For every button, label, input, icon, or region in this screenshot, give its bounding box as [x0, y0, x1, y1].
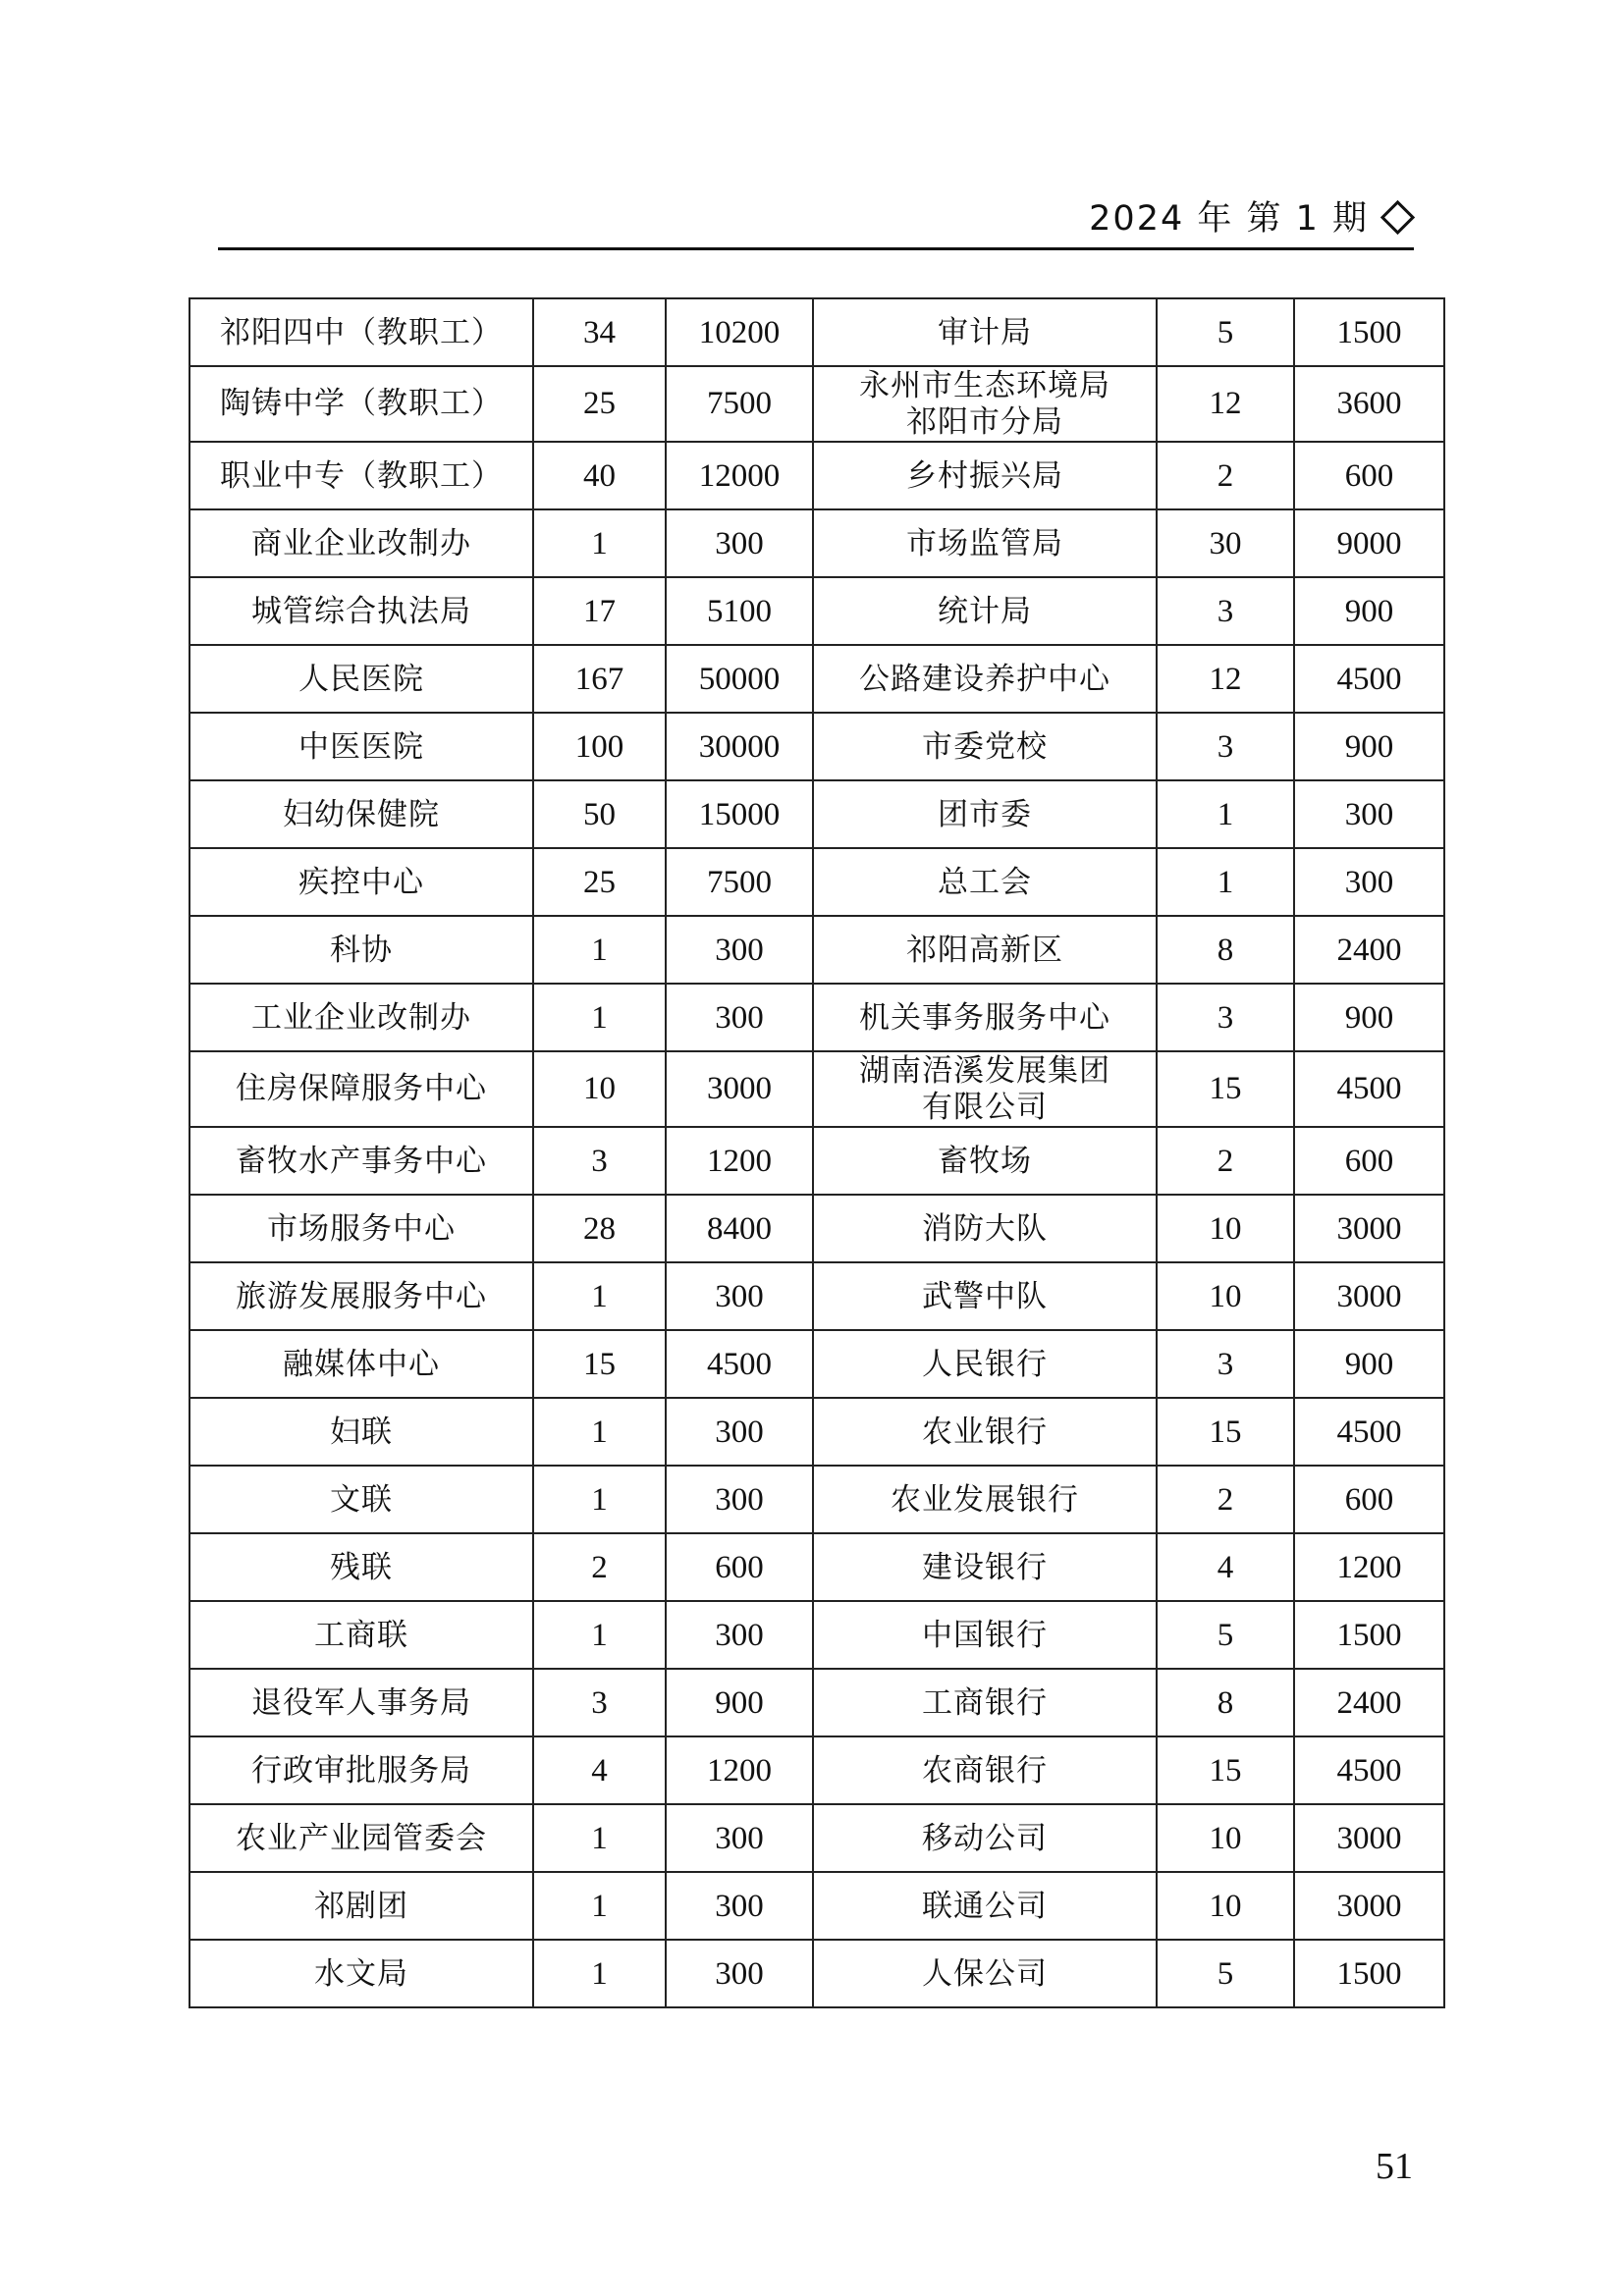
right-amount-cell: 3600	[1294, 366, 1444, 442]
left-count-cell: 1	[533, 1398, 666, 1466]
header-divider	[218, 247, 1414, 250]
right-amount-cell: 1500	[1294, 1940, 1444, 2007]
right-unit-cell: 总工会	[813, 848, 1157, 916]
right-count-cell: 15	[1157, 1736, 1294, 1804]
right-amount-cell: 3000	[1294, 1195, 1444, 1262]
right-amount-cell: 900	[1294, 1330, 1444, 1398]
left-count-cell: 10	[533, 1051, 666, 1127]
left-unit-cell: 中医医院	[189, 713, 533, 780]
table-row	[189, 1127, 1444, 1195]
right-unit-cell: 公路建设养护中心	[813, 645, 1157, 713]
left-count-cell: 1	[533, 1466, 666, 1533]
right-count-cell: 3	[1157, 1330, 1294, 1398]
left-count-cell: 1	[533, 1804, 666, 1872]
right-count-cell: 5	[1157, 1601, 1294, 1669]
table-row	[189, 1601, 1444, 1669]
left-count-cell: 15	[533, 1330, 666, 1398]
left-amount-cell: 600	[666, 1533, 813, 1601]
left-unit-cell: 残联	[189, 1533, 533, 1601]
right-amount-cell: 4500	[1294, 645, 1444, 713]
right-amount-cell: 600	[1294, 442, 1444, 509]
table-row	[189, 1466, 1444, 1533]
right-amount-cell: 300	[1294, 780, 1444, 848]
left-unit-cell: 职业中专（教职工）	[189, 442, 533, 509]
left-count-cell: 1	[533, 509, 666, 577]
right-count-cell: 1	[1157, 848, 1294, 916]
right-unit-cell: 统计局	[813, 577, 1157, 645]
right-unit-cell: 乡村振兴局	[813, 442, 1157, 509]
left-count-cell: 167	[533, 645, 666, 713]
left-amount-cell: 1200	[666, 1127, 813, 1195]
left-amount-cell: 300	[666, 1804, 813, 1872]
right-amount-cell: 1500	[1294, 298, 1444, 366]
left-unit-cell: 融媒体中心	[189, 1330, 533, 1398]
right-count-cell: 8	[1157, 916, 1294, 984]
right-count-cell: 10	[1157, 1195, 1294, 1262]
table-row	[189, 1940, 1444, 2007]
left-amount-cell: 300	[666, 984, 813, 1051]
left-amount-cell: 300	[666, 1940, 813, 2007]
table-row	[189, 780, 1444, 848]
left-amount-cell: 1200	[666, 1736, 813, 1804]
left-unit-cell: 文联	[189, 1466, 533, 1533]
table-row	[189, 1398, 1444, 1466]
right-amount-cell: 1500	[1294, 1601, 1444, 1669]
right-amount-cell: 1200	[1294, 1533, 1444, 1601]
left-count-cell: 1	[533, 1601, 666, 1669]
left-count-cell: 3	[533, 1669, 666, 1736]
left-amount-cell: 300	[666, 1601, 813, 1669]
left-unit-cell: 市场服务中心	[189, 1195, 533, 1262]
right-unit-cell: 农商银行	[813, 1736, 1157, 1804]
left-amount-cell: 300	[666, 1262, 813, 1330]
right-amount-cell: 3000	[1294, 1872, 1444, 1940]
right-count-cell: 10	[1157, 1262, 1294, 1330]
right-unit-cell: 祁阳高新区	[813, 916, 1157, 984]
table-row	[189, 1051, 1444, 1127]
right-amount-cell: 2400	[1294, 916, 1444, 984]
left-count-cell: 34	[533, 298, 666, 366]
left-amount-cell: 4500	[666, 1330, 813, 1398]
left-unit-cell: 工业企业改制办	[189, 984, 533, 1051]
page-header	[218, 191, 1414, 246]
left-count-cell: 1	[533, 1940, 666, 2007]
right-unit-cell: 市委党校	[813, 713, 1157, 780]
right-amount-cell: 4500	[1294, 1736, 1444, 1804]
table-row	[189, 1804, 1444, 1872]
issue-label: 2024 年 第 1 期	[1089, 199, 1369, 239]
right-count-cell: 1	[1157, 780, 1294, 848]
left-unit-cell: 妇联	[189, 1398, 533, 1466]
table-row	[189, 713, 1444, 780]
right-unit-cell: 农业发展银行	[813, 1466, 1157, 1533]
left-unit-cell: 人民医院	[189, 645, 533, 713]
left-unit-cell: 城管综合执法局	[189, 577, 533, 645]
right-count-cell: 15	[1157, 1398, 1294, 1466]
right-count-cell: 2	[1157, 1466, 1294, 1533]
right-count-cell: 12	[1157, 366, 1294, 442]
left-count-cell: 50	[533, 780, 666, 848]
table-row	[189, 1262, 1444, 1330]
right-unit-cell: 永州市生态环境局 祁阳市分局	[813, 366, 1157, 442]
left-unit-cell: 祁剧团	[189, 1872, 533, 1940]
right-count-cell: 5	[1157, 298, 1294, 366]
table-row	[189, 984, 1444, 1051]
left-count-cell: 25	[533, 366, 666, 442]
left-count-cell: 100	[533, 713, 666, 780]
left-amount-cell: 7500	[666, 366, 813, 442]
table-row	[189, 848, 1444, 916]
table-body	[189, 298, 1444, 2007]
right-unit-cell: 团市委	[813, 780, 1157, 848]
left-amount-cell: 300	[666, 1398, 813, 1466]
left-amount-cell: 15000	[666, 780, 813, 848]
left-unit-cell: 陶铸中学（教职工）	[189, 366, 533, 442]
right-count-cell: 3	[1157, 577, 1294, 645]
left-count-cell: 2	[533, 1533, 666, 1601]
right-count-cell: 3	[1157, 713, 1294, 780]
right-count-cell: 10	[1157, 1804, 1294, 1872]
right-amount-cell: 900	[1294, 713, 1444, 780]
diamond-outline-icon	[1380, 200, 1415, 235]
left-amount-cell: 10200	[666, 298, 813, 366]
right-amount-cell: 4500	[1294, 1051, 1444, 1127]
right-unit-cell: 湖南浯溪发展集团 有限公司	[813, 1051, 1157, 1127]
left-unit-cell: 旅游发展服务中心	[189, 1262, 533, 1330]
left-count-cell: 40	[533, 442, 666, 509]
right-unit-cell: 中国银行	[813, 1601, 1157, 1669]
right-count-cell: 8	[1157, 1669, 1294, 1736]
left-amount-cell: 3000	[666, 1051, 813, 1127]
right-count-cell: 2	[1157, 1127, 1294, 1195]
right-amount-cell: 900	[1294, 984, 1444, 1051]
left-unit-cell: 科协	[189, 916, 533, 984]
right-count-cell: 5	[1157, 1940, 1294, 2007]
table-row	[189, 645, 1444, 713]
right-unit-cell: 市场监管局	[813, 509, 1157, 577]
table-row	[189, 1330, 1444, 1398]
right-unit-cell: 消防大队	[813, 1195, 1157, 1262]
right-amount-cell: 3000	[1294, 1804, 1444, 1872]
left-count-cell: 17	[533, 577, 666, 645]
table-row	[189, 577, 1444, 645]
right-amount-cell: 3000	[1294, 1262, 1444, 1330]
right-amount-cell: 4500	[1294, 1398, 1444, 1466]
right-unit-cell: 建设银行	[813, 1533, 1157, 1601]
right-unit-cell: 农业银行	[813, 1398, 1157, 1466]
left-count-cell: 3	[533, 1127, 666, 1195]
left-amount-cell: 900	[666, 1669, 813, 1736]
table-row	[189, 442, 1444, 509]
table-row	[189, 298, 1444, 366]
left-amount-cell: 300	[666, 509, 813, 577]
left-unit-cell: 行政审批服务局	[189, 1736, 533, 1804]
table-row	[189, 1736, 1444, 1804]
right-amount-cell: 2400	[1294, 1669, 1444, 1736]
page-number: 51	[1376, 2146, 1413, 2187]
right-unit-cell: 移动公司	[813, 1804, 1157, 1872]
table-row	[189, 1533, 1444, 1601]
left-amount-cell: 50000	[666, 645, 813, 713]
right-amount-cell: 300	[1294, 848, 1444, 916]
left-amount-cell: 30000	[666, 713, 813, 780]
right-unit-cell: 工商银行	[813, 1669, 1157, 1736]
left-count-cell: 28	[533, 1195, 666, 1262]
left-amount-cell: 12000	[666, 442, 813, 509]
right-amount-cell: 9000	[1294, 509, 1444, 577]
left-unit-cell: 工商联	[189, 1601, 533, 1669]
table-row	[189, 509, 1444, 577]
right-unit-cell: 人民银行	[813, 1330, 1157, 1398]
allocation-table	[189, 297, 1445, 2008]
table-row	[189, 366, 1444, 442]
left-count-cell: 4	[533, 1736, 666, 1804]
table-row	[189, 1669, 1444, 1736]
left-amount-cell: 7500	[666, 848, 813, 916]
right-unit-cell: 审计局	[813, 298, 1157, 366]
table-row	[189, 916, 1444, 984]
right-unit-cell: 武警中队	[813, 1262, 1157, 1330]
left-count-cell: 1	[533, 1872, 666, 1940]
left-amount-cell: 5100	[666, 577, 813, 645]
left-amount-cell: 300	[666, 916, 813, 984]
left-count-cell: 1	[533, 1262, 666, 1330]
table-row	[189, 1872, 1444, 1940]
right-amount-cell: 600	[1294, 1466, 1444, 1533]
right-count-cell: 3	[1157, 984, 1294, 1051]
right-unit-cell: 机关事务服务中心	[813, 984, 1157, 1051]
right-amount-cell: 600	[1294, 1127, 1444, 1195]
left-amount-cell: 300	[666, 1466, 813, 1533]
left-unit-cell: 农业产业园管委会	[189, 1804, 533, 1872]
left-count-cell: 1	[533, 984, 666, 1051]
right-count-cell: 2	[1157, 442, 1294, 509]
left-unit-cell: 疾控中心	[189, 848, 533, 916]
left-amount-cell: 300	[666, 1872, 813, 1940]
left-unit-cell: 退役军人事务局	[189, 1669, 533, 1736]
table-row	[189, 1195, 1444, 1262]
left-unit-cell: 祁阳四中（教职工）	[189, 298, 533, 366]
right-count-cell: 30	[1157, 509, 1294, 577]
right-unit-cell: 人保公司	[813, 1940, 1157, 2007]
left-amount-cell: 8400	[666, 1195, 813, 1262]
left-unit-cell: 畜牧水产事务中心	[189, 1127, 533, 1195]
right-count-cell: 12	[1157, 645, 1294, 713]
right-unit-cell: 畜牧场	[813, 1127, 1157, 1195]
left-unit-cell: 水文局	[189, 1940, 533, 2007]
left-count-cell: 25	[533, 848, 666, 916]
right-unit-cell: 联通公司	[813, 1872, 1157, 1940]
left-unit-cell: 商业企业改制办	[189, 509, 533, 577]
left-unit-cell: 住房保障服务中心	[189, 1051, 533, 1127]
left-unit-cell: 妇幼保健院	[189, 780, 533, 848]
right-amount-cell: 900	[1294, 577, 1444, 645]
left-count-cell: 1	[533, 916, 666, 984]
right-count-cell: 4	[1157, 1533, 1294, 1601]
right-count-cell: 10	[1157, 1872, 1294, 1940]
right-count-cell: 15	[1157, 1051, 1294, 1127]
